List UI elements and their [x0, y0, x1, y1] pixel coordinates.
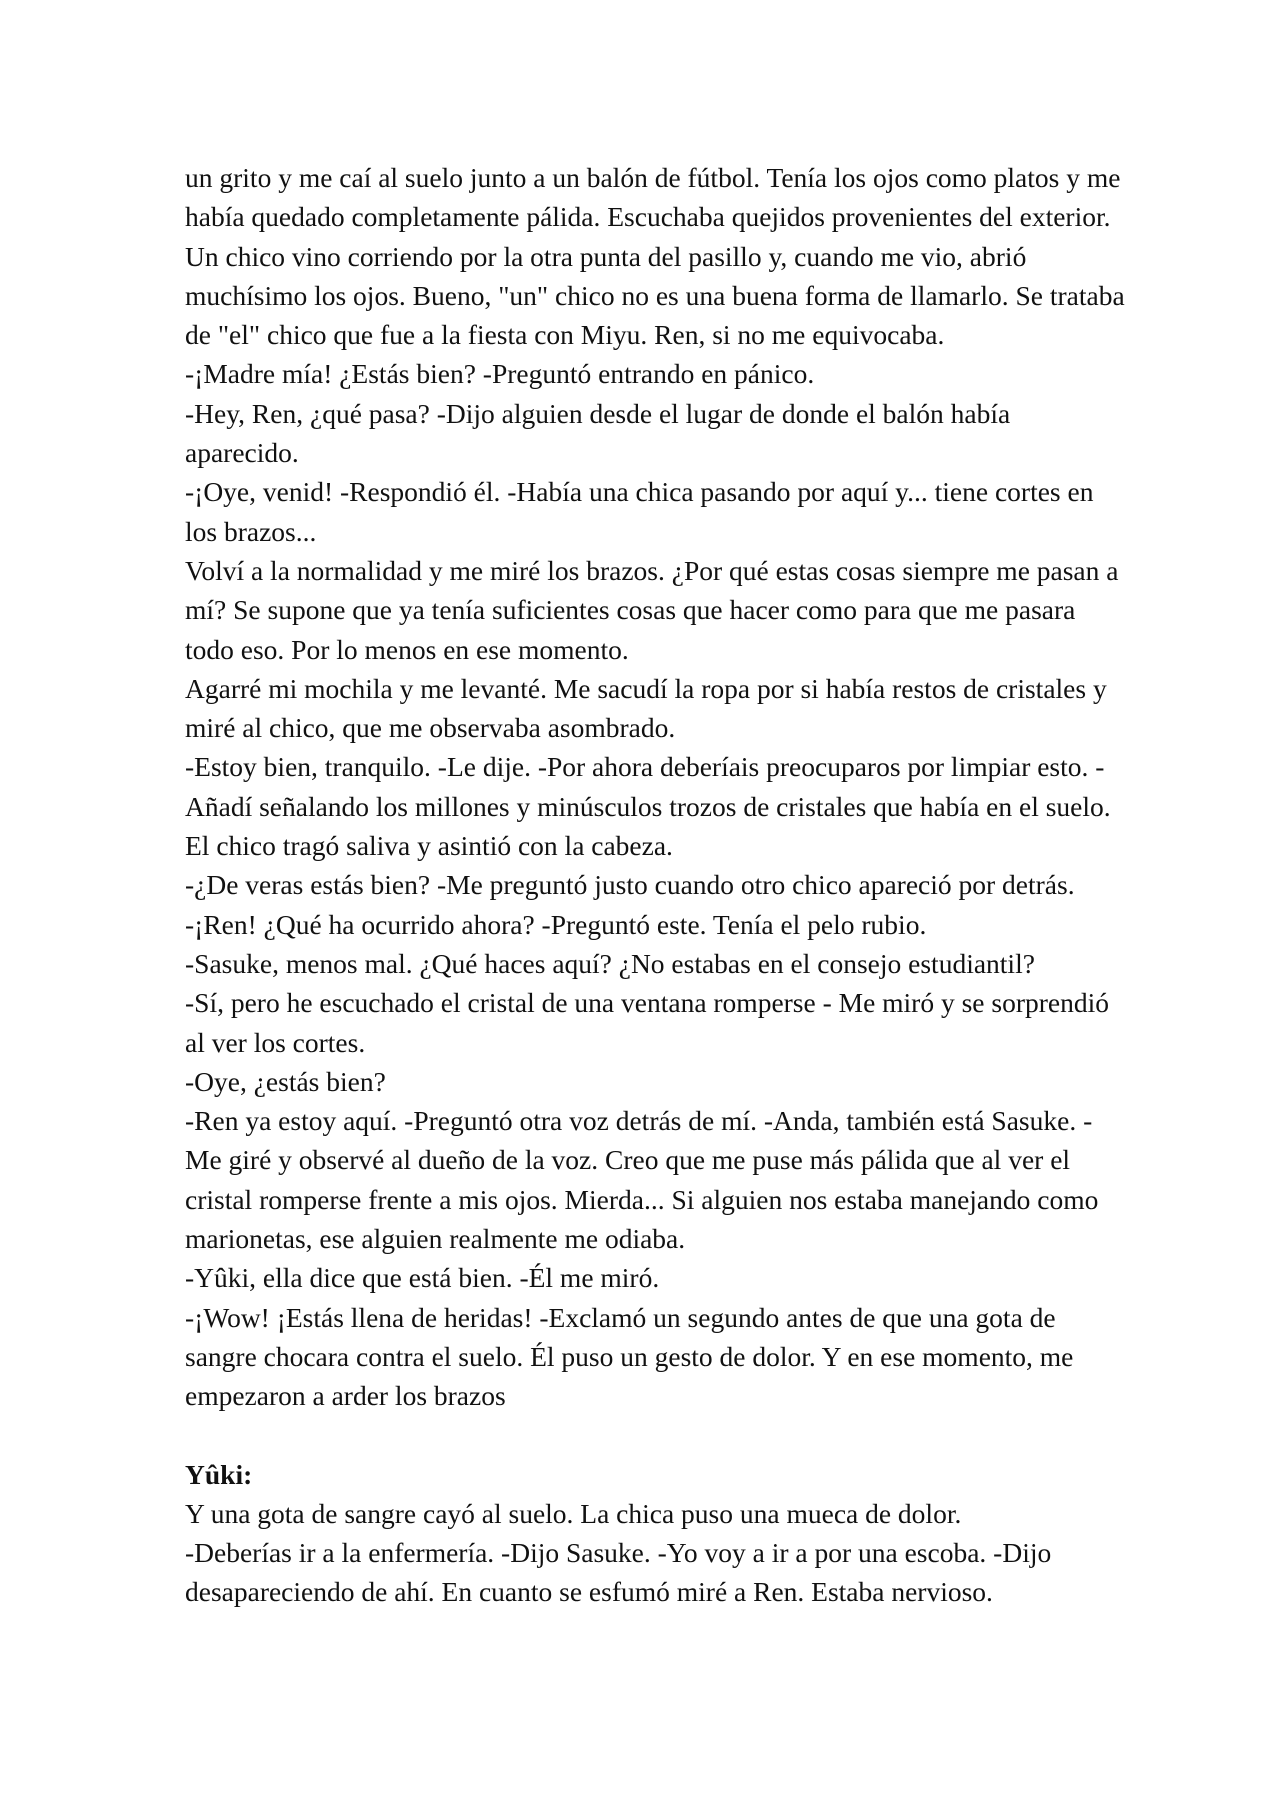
paragraph: -Sí, pero he escuchado el cristal de una ventana romperse - Me miró y se sorprendió al ver los cortes. [185, 987, 1109, 1058]
document-body [185, 158, 1125, 1612]
paragraph: -Hey, Ren, ¿qué pasa? -Dijo alguien desde el lugar de donde el balón había aparecido. [185, 397, 1011, 469]
paragraph: un grito y me caí al suelo junto a un balón de fútbol. Tenía los ojos como platos y me había quedado completamente pálida. Escuchaba quejidos provenientes del exterior. [185, 162, 1121, 233]
paragraph: -Deberías ir a la enfermería. -Dijo Sasuke. -Yo voy a ir a por una escoba. -Dijo desapareciendo de ahí. En cuanto se esfumó miré a Ren. Estaba nervioso. [185, 1537, 1052, 1608]
paragraph: -Ren ya estoy aquí. -Preguntó otra voz detrás de mí. -Anda, también está Sasuke. -Me giré y observé al dueño de la voz. Creo que me puse más pálida que al ver el cristal romperse frente a mis ojos. Mierda... Si alguien nos estaba manejando como marionetas, ese alguien realmente me odiaba. [185, 1105, 1099, 1255]
paragraph: Volví a la normalidad y me miré los brazos. ¿Por qué estas cosas siempre me pasan a mí? Se supone que ya tenía suficientes cosas que hacer como para que me pasara todo eso. Por lo menos en ese momento. [185, 554, 1119, 665]
paragraph: -¡Wow! ¡Estás llena de heridas! -Exclamó un segundo antes de que una gota de sangre chocara contra el suelo. Él puso un gesto de dolor. Y en ese momento, me empezaron a arder los brazos [185, 1301, 1074, 1412]
paragraph: -¡Ren! ¿Qué ha ocurrido ahora? -Preguntó este. Tenía el pelo rubio. [185, 908, 927, 940]
paragraph: Un chico vino corriendo por la otra punta del pasillo y, cuando me vio, abrió muchísimo los ojos. Bueno, "un" chico no es una buena forma de llamarlo. Se trataba de "el" chico que fue a la fiesta con Miyu. Ren, si no me equivocaba. [185, 240, 1125, 351]
paragraph: Y una gota de sangre cayó al suelo. La chica puso una mueca de dolor. [185, 1497, 962, 1529]
paragraph: -¿De veras estás bien? -Me preguntó justo cuando otro chico apareció por detrás. [185, 869, 1075, 901]
paragraph: -Oye, ¿estás bien? [185, 1065, 386, 1097]
paragraph: -Yûki, ella dice que está bien. -Él me miró. [185, 1262, 660, 1294]
paragraph: Agarré mi mochila y me levanté. Me sacudí la ropa por si había restos de cristales y miré al chico, que me observaba asombrado. [185, 672, 1107, 744]
section-heading: Yûki: [185, 1458, 253, 1490]
paragraph: -¡Oye, venid! -Respondió él. -Había una chica pasando por aquí y... tiene cortes en los brazos... [185, 476, 1094, 547]
paragraph: -¡Madre mía! ¿Estás bien? -Preguntó entrando en pánico. [185, 358, 815, 390]
paragraph: -Sasuke, menos mal. ¿Qué haces aquí? ¿No estabas en el consejo estudiantil? [185, 947, 1035, 979]
paragraph: -Estoy bien, tranquilo. -Le dije. -Por ahora deberíais preocuparos por limpiar esto. -Añadí señalando los millones y minúsculos trozos de cristales que había en el suelo. El chico tragó saliva y asintió con la cabeza. [185, 751, 1111, 862]
